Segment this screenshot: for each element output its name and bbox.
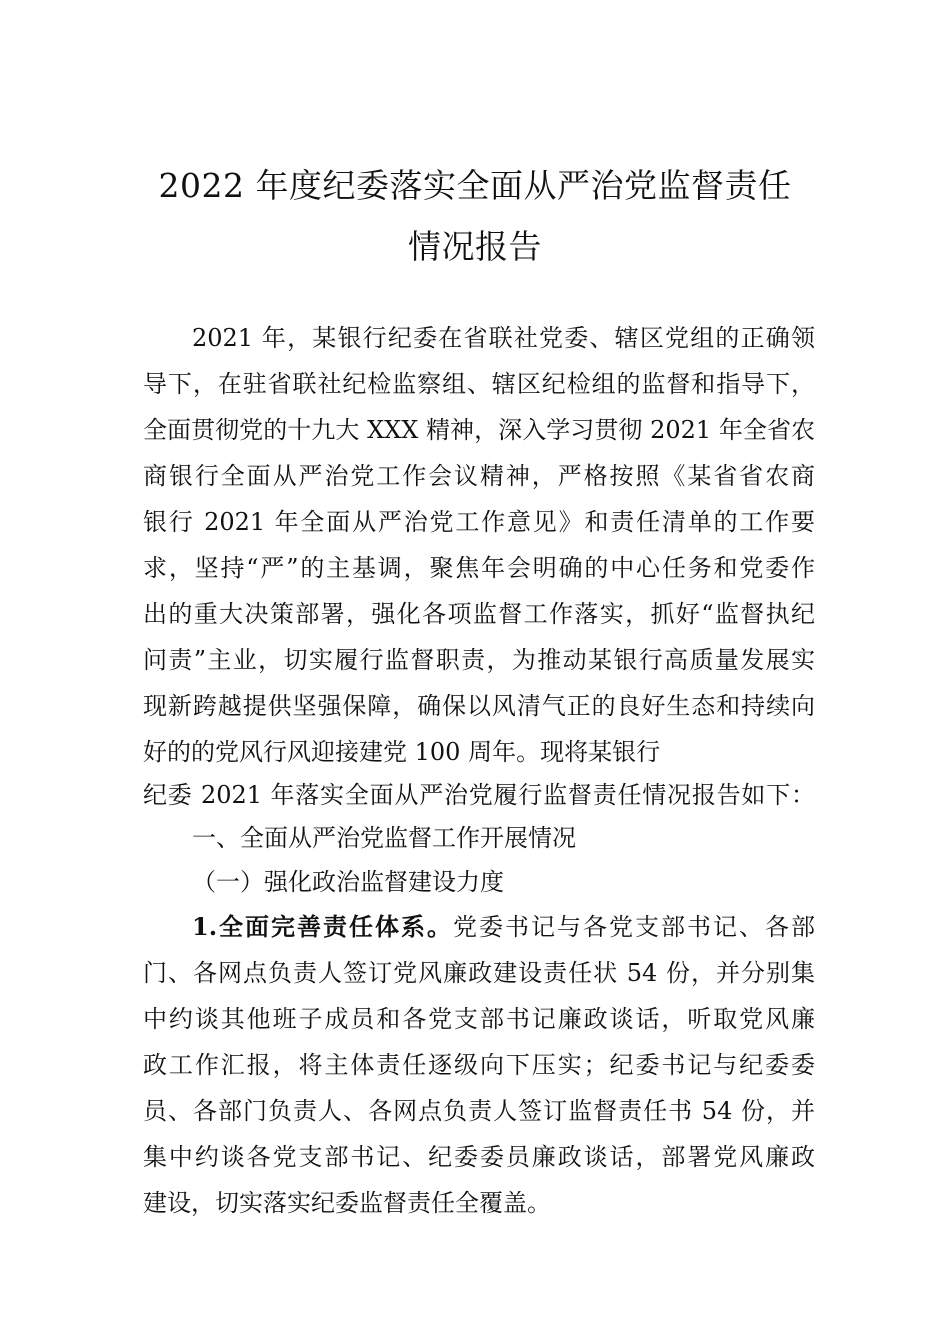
intro-line: 银行 2021 年全面从严治党工作意见》和责任清单的工作要: [143, 508, 815, 536]
item1-first-line-text: 党委书记与各党支部书记、各部: [453, 913, 815, 941]
item1-bold-label: 1.全面完善责任体系。: [192, 912, 454, 941]
document-title-line-2: 情况报告: [408, 227, 542, 266]
item1-line: 集中约谈各党支部书记、纪委委员廉政谈话，部署党风廉政: [143, 1143, 815, 1171]
subsection-heading: （一）强化政治监督建设力度: [192, 868, 504, 896]
item1-line: 员、各部门负责人、各网点负责人签订监督责任书 54 份，并: [143, 1097, 815, 1125]
intro-line: 问责”主业，切实履行监督职责，为推动某银行高质量发展实: [143, 646, 815, 674]
item1-line: 政工作汇报，将主体责任逐级向下压实；纪委书记与纪委委: [143, 1051, 815, 1079]
intro-line: 商银行全面从严治党工作会议精神，严格按照《某省省农商: [143, 462, 815, 490]
item1-line: 建设，切实落实纪委监督责任全覆盖。: [143, 1189, 551, 1217]
intro-line: 2021 年，某银行纪委在省联社党委、辖区党组的正确领: [192, 324, 815, 352]
item1-line: 中约谈其他班子成员和各党支部书记廉政谈话，听取党风廉: [143, 1005, 815, 1033]
intro-line: 导下，在驻省联社纪检监察组、辖区纪检组的监督和指导下，: [143, 370, 815, 398]
intro-line: 出的重大决策部署，强化各项监督工作落实，抓好“监督执纪: [143, 600, 815, 628]
intro-line: 纪委 2021 年落实全面从严治党履行监督责任情况报告如下：: [143, 781, 815, 809]
intro-line: 好的的党风行风迎接建党 100 周年。现将某银行: [143, 738, 661, 766]
intro-line: 现新跨越提供坚强保障，确保以风清气正的良好生态和持续向: [143, 692, 815, 720]
intro-line: 求，坚持“严”的主基调，聚焦年会明确的中心任务和党委作: [143, 554, 815, 582]
item1-first-line: [192, 911, 815, 943]
document-title-line-1: 2022 年度纪委落实全面从严治党监督责任: [158, 166, 792, 205]
item1-line: 门、各网点负责人签订党风廉政建设责任状 54 份，并分别集: [143, 959, 815, 987]
intro-line: 全面贯彻党的十九大 XXX 精神，深入学习贯彻 2021 年全省农: [143, 416, 815, 444]
section-heading: 一、全面从严治党监督工作开展情况: [192, 824, 576, 852]
